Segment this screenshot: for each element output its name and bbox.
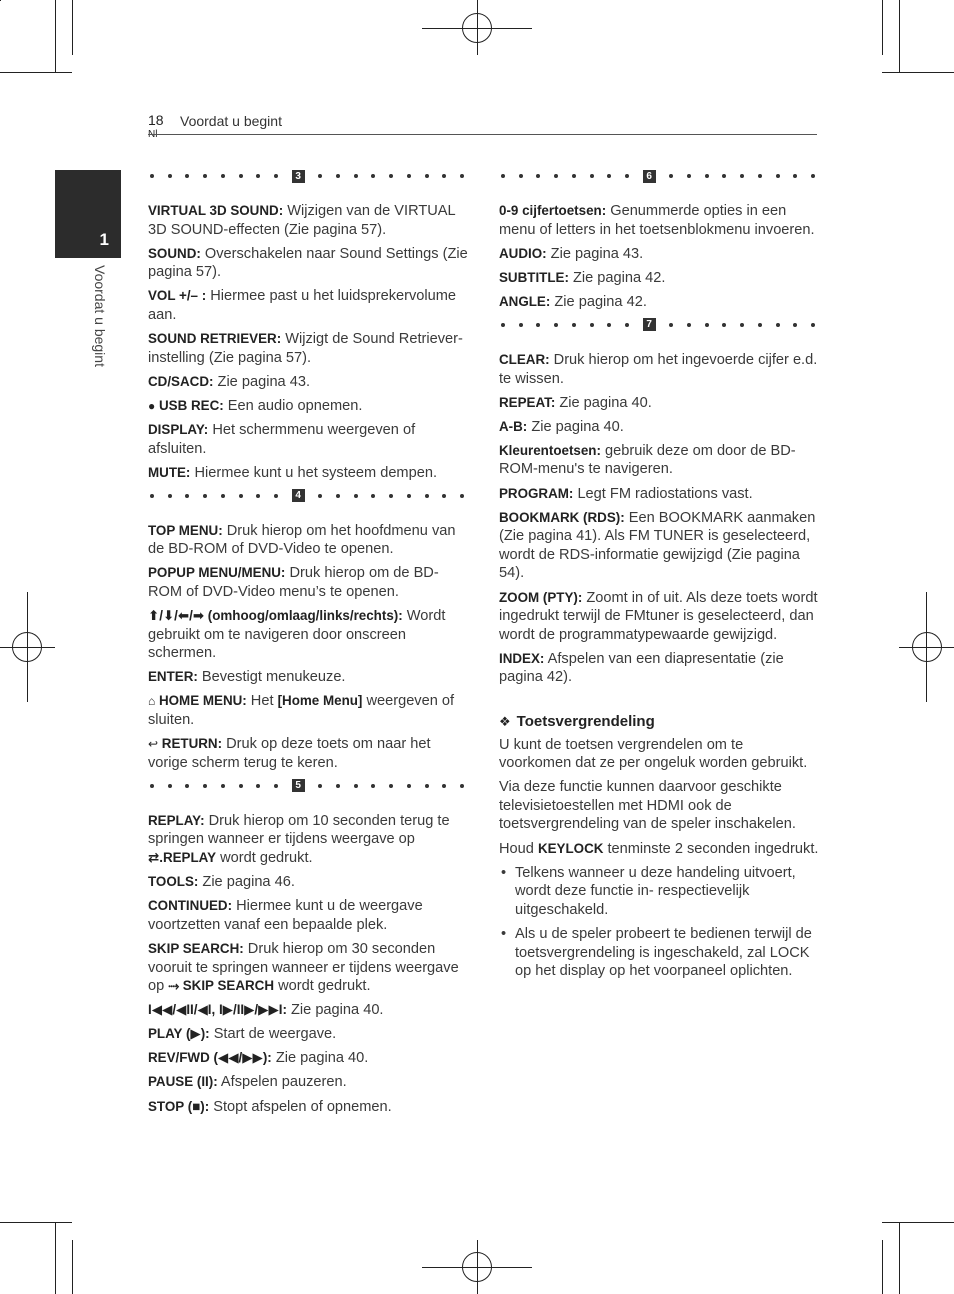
divider-dot	[221, 494, 225, 498]
definition-entry	[148, 373, 468, 392]
entry-description: Zie pagina 40.	[555, 394, 652, 411]
divider-dot	[336, 174, 340, 178]
definition-entry	[148, 812, 468, 868]
entry-description: Hiermee kunt u het systeem dempen.	[190, 464, 437, 481]
entry-term: VIRTUAL 3D SOUND:	[148, 203, 284, 218]
divider-dot	[519, 323, 523, 327]
entry-description: Overschakelen naar Sound Settings (Zie pagina 57).	[148, 245, 468, 281]
chapter-title: Voordat u begint	[180, 113, 282, 129]
divider-dot	[256, 784, 260, 788]
entry-description: Zie pagina 40.	[286, 1002, 384, 1019]
divider-number: 7	[643, 318, 656, 331]
entry-description: Genummerde opties in een menu of letters in het toetsenblokmenu invoeren.	[499, 203, 815, 238]
bullet-dot-icon: •	[501, 864, 507, 881]
divider-dot	[389, 494, 393, 498]
definition-entry	[148, 607, 468, 663]
entry-description: Start de weergave.	[209, 1026, 337, 1043]
divider-dot	[460, 174, 464, 178]
divider-number: 3	[292, 170, 305, 183]
definition-entry	[499, 650, 819, 687]
definition-entry	[148, 897, 468, 934]
definition-entry	[148, 873, 468, 892]
right-column	[499, 168, 819, 986]
entry-description: Een audio opnemen.	[223, 397, 363, 414]
divider-dot	[371, 174, 375, 178]
section-heading-text: Toetsvergrendeling	[516, 712, 655, 730]
paragraph-text: U kunt de toetsen vergrendelen om te voorkomen dat ze per ongeluk worden gebruikt.	[499, 736, 808, 772]
entry-term: SOUND:	[148, 245, 201, 261]
section-divider	[150, 168, 464, 184]
divider-dot	[256, 494, 260, 498]
entry-term: POPUP MENU/MENU:	[148, 565, 286, 581]
entry-description: Druk hierop om de BD-ROM of DVD-Video menu’s te openen.	[148, 565, 439, 600]
left-column	[148, 168, 468, 1122]
divider-dot	[722, 174, 726, 178]
entry-description: Legt FM radiostations vast.	[573, 485, 753, 502]
divider-dot	[776, 174, 780, 178]
divider-number: 4	[292, 489, 305, 502]
entry-description: Hiermee kunt u de weergave voortzetten vanaf een bepaalde plek.	[148, 898, 423, 933]
definition-entry	[499, 202, 819, 239]
entry-term: PROGRAM:	[499, 485, 574, 501]
entry-term: CD/SACD:	[148, 373, 214, 389]
divider-dot	[625, 323, 629, 327]
entry-term: AUDIO:	[499, 245, 547, 261]
entry-description-bold: [Home Menu]	[277, 693, 363, 709]
entry-term: MUTE:	[148, 464, 191, 480]
definition-entry	[148, 464, 468, 483]
chapter-tab-label: Voordat u begint	[92, 265, 108, 367]
entry-term: BOOKMARK (RDS):	[499, 509, 625, 525]
divider-dot	[407, 784, 411, 788]
divider-dot	[168, 784, 172, 788]
section-heading	[499, 713, 819, 732]
divider-dot	[607, 174, 611, 178]
divider-dot	[705, 174, 709, 178]
divider-dot	[203, 784, 207, 788]
definition-entry	[148, 1049, 468, 1068]
divider-dot	[554, 323, 558, 327]
divider-dot	[318, 174, 322, 178]
entry-term: DISPLAY:	[148, 421, 209, 437]
button-symbol-icon: ●	[148, 398, 156, 413]
entry-description: Hiermee past u het luidsprekervolume aan.	[148, 288, 457, 323]
entry-description: Zie pagina 40.	[527, 418, 624, 435]
divider-dot	[758, 323, 762, 327]
divider-dot	[185, 784, 189, 788]
entry-description: gebruik deze om door de BD-ROM-menu's te navigeren.	[499, 442, 796, 478]
divider-dot	[318, 784, 322, 788]
entry-description: Druk op deze toets om naar het vorige scherm terug te keren.	[148, 736, 431, 771]
entry-term: 0-9 cijfertoetsen:	[499, 203, 607, 218]
entry-description: Het	[246, 693, 278, 710]
entry-term: SKIP SEARCH:	[148, 940, 244, 956]
entry-term: A-B:	[499, 418, 528, 434]
divider-dot	[239, 174, 243, 178]
divider-dot	[705, 323, 709, 327]
definition-entry	[148, 421, 468, 458]
header-rule	[148, 134, 817, 135]
entry-term: PAUSE (II):	[148, 1074, 218, 1090]
divider-dot	[371, 784, 375, 788]
entry-description: Afspelen van een diapresentatie (zie pagina 42).	[499, 650, 784, 686]
definition-entry	[148, 735, 468, 772]
chapter-number: 1	[99, 230, 109, 249]
divider-dot	[425, 784, 429, 788]
entry-description: Druk hierop om 30 seconden vooruit te springen wanneer er tijdens weergave op	[148, 940, 459, 995]
entry-description: Zie pagina 43.	[546, 245, 644, 262]
entry-term: ZOOM (PTY):	[499, 589, 583, 605]
divider-dot	[442, 174, 446, 178]
divider-dot	[669, 323, 673, 327]
divider-dot	[407, 494, 411, 498]
divider-dot	[150, 174, 154, 178]
divider-dot	[150, 494, 154, 498]
entry-description: Het schermmenu weergeven of afsluiten.	[148, 421, 416, 457]
divider-dot	[793, 174, 797, 178]
entry-term: SOUND RETRIEVER:	[148, 331, 282, 347]
definition-entry	[499, 418, 819, 437]
divider-dot	[274, 784, 278, 788]
divider-dot	[150, 784, 154, 788]
divider-dot	[687, 174, 691, 178]
entry-description: Stopt afspelen of opnemen.	[209, 1098, 392, 1115]
entry-description: Zie pagina 40.	[271, 1050, 369, 1067]
divider-dot	[336, 784, 340, 788]
divider-dot	[185, 494, 189, 498]
chapter-tab	[55, 170, 121, 258]
divider-dot	[740, 323, 744, 327]
entry-term: Kleurentoetsen:	[499, 442, 601, 458]
definition-entry	[499, 269, 819, 288]
divider-dot	[168, 494, 172, 498]
definition-entry	[148, 692, 468, 729]
paragraph	[499, 778, 819, 834]
entry-description: Zie pagina 42.	[568, 269, 666, 286]
entry-description: Wijzigen van de VIRTUAL 3D SOUND-effecten (Zie pagina 57).	[148, 203, 456, 238]
entry-description: Druk hierop om 10 seconden terug te springen wanneer er tijdens weergave op	[148, 812, 450, 848]
divider-dot	[625, 174, 629, 178]
paragraph-bold: KEYLOCK	[537, 840, 604, 856]
divider-dot	[590, 323, 594, 327]
entry-term: USB REC:	[155, 397, 224, 413]
divider-dot	[203, 494, 207, 498]
button-symbol-icon: ⌂	[148, 694, 156, 709]
entry-description: Zie pagina 43.	[213, 373, 311, 390]
divider-dot	[389, 784, 393, 788]
divider-dot	[572, 323, 576, 327]
divider-dot	[239, 784, 243, 788]
entry-term: TOOLS:	[148, 874, 199, 890]
divider-dot	[354, 174, 358, 178]
entry-term: REV/FWD (◀◀/▶▶):	[148, 1050, 272, 1066]
divider-dot	[722, 323, 726, 327]
definition-entry	[499, 293, 819, 312]
entry-description-bold: ⤑ SKIP SEARCH	[168, 978, 275, 994]
entry-term: ENTER:	[148, 669, 198, 685]
divider-dot	[239, 494, 243, 498]
entry-description: Wijzigt de Sound Retriever-instelling (Zie pagina 57).	[148, 331, 463, 366]
entry-description: Druk hierop om het hoofdmenu van de BD-ROM of DVD-Video te openen.	[148, 522, 456, 558]
entry-term: RETURN:	[158, 736, 223, 752]
entry-description: Zoomt in of uit. Als deze toets wordt ingedrukt terwijl de FMtuner is geselecteerd, dan wordt de programmatypewaarde gewijzigd.	[499, 589, 818, 643]
entry-term: STOP (■):	[148, 1098, 210, 1114]
definition-entry	[148, 668, 468, 687]
definition-entry	[499, 442, 819, 479]
divider-dot	[669, 174, 673, 178]
divider-dot	[203, 174, 207, 178]
page-number: 18	[148, 112, 164, 128]
divider-dot	[336, 494, 340, 498]
divider-dot	[407, 174, 411, 178]
divider-dot	[687, 323, 691, 327]
definition-entry	[148, 245, 468, 282]
divider-dot	[256, 174, 260, 178]
divider-dot	[607, 323, 611, 327]
paragraph-text: Houd	[499, 840, 538, 857]
divider-dot	[274, 174, 278, 178]
entry-description-bold: ⇄.REPLAY	[148, 850, 217, 866]
divider-number: 5	[292, 779, 305, 792]
divider-dot	[221, 784, 225, 788]
paragraph	[499, 840, 819, 859]
section-divider	[150, 488, 464, 504]
section-divider	[150, 778, 464, 794]
entry-term: CONTINUED:	[148, 898, 233, 914]
definition-entry	[499, 509, 819, 583]
divider-dot	[185, 174, 189, 178]
divider-dot	[740, 174, 744, 178]
divider-dot	[442, 784, 446, 788]
divider-dot	[425, 494, 429, 498]
entry-term: ⬆/⬇/⬅/➡ (omhoog/omlaag/links/rechts):	[148, 608, 403, 624]
diamond-icon: ❖	[499, 713, 511, 729]
divider-dot	[811, 323, 815, 327]
definition-entry	[499, 589, 819, 645]
bullet-text: Als u de speler probeert te bedienen terwijl de toetsvergrendeling is ingeschakeld, zal LOCK op het display op het voorpaneel oplichten.	[515, 925, 812, 980]
divider-dot	[221, 174, 225, 178]
definition-entry	[148, 330, 468, 367]
divider-dot	[274, 494, 278, 498]
entry-description-tail: weergeven of sluiten.	[148, 693, 455, 729]
definition-entry	[148, 940, 468, 996]
entry-term: PLAY (▶):	[148, 1026, 210, 1042]
divider-dot	[318, 494, 322, 498]
divider-dot	[371, 494, 375, 498]
divider-dot	[519, 174, 523, 178]
paragraph-tail: tenminste 2 seconden ingedrukt.	[603, 840, 819, 857]
divider-dot	[354, 784, 358, 788]
entry-term: ANGLE:	[499, 293, 551, 309]
entry-description-tail: wordt gedrukt.	[274, 978, 371, 995]
entry-term: REPLAY:	[148, 812, 205, 828]
paragraph	[499, 736, 819, 773]
entry-description: Druk hierop om het ingevoerde cijfer e.d. te wissen.	[499, 351, 818, 387]
divider-dot	[354, 494, 358, 498]
entry-description: Afspelen pauzeren.	[217, 1074, 347, 1091]
entry-term: I◀◀/◀II/◀I, I▶/II▶/▶▶I:	[148, 1002, 287, 1018]
entry-term: REPEAT:	[499, 394, 556, 410]
bullet-text: Telkens wanneer u deze handeling uitvoert, wordt deze functie in- respectievelijk uitgeschakeld.	[515, 864, 796, 918]
divider-dot	[554, 174, 558, 178]
entry-term: HOME MENU:	[155, 693, 247, 709]
entry-term: CLEAR:	[499, 351, 550, 367]
divider-dot	[501, 174, 505, 178]
divider-dot	[793, 323, 797, 327]
entry-term: INDEX:	[499, 650, 545, 666]
bullet-dot-icon: •	[501, 925, 507, 942]
divider-dot	[811, 174, 815, 178]
entry-description: Bevestigt menukeuze.	[197, 669, 346, 686]
definition-entry	[148, 522, 468, 559]
entry-term: SUBTITLE:	[499, 269, 569, 285]
entry-term: TOP MENU:	[148, 522, 223, 538]
definition-entry	[499, 394, 819, 413]
entry-description: Een BOOKMARK aanmaken (Zie pagina 41). Als FM TUNER is geselecteerd, wordt de RDS-informatie gewijzigd (Zie pagina 54).	[499, 509, 816, 582]
definition-entry	[148, 1073, 468, 1092]
divider-dot	[590, 174, 594, 178]
definition-entry	[148, 564, 468, 601]
divider-dot	[442, 494, 446, 498]
divider-dot	[536, 174, 540, 178]
definition-entry	[148, 1098, 468, 1117]
paragraph-text: Via deze functie kunnen daarvoor geschikte televisietoestellen met HDMI ook de toetsvergrendeling van de speler inschakelen.	[499, 779, 796, 833]
divider-dot	[501, 323, 505, 327]
definition-entry	[148, 1025, 468, 1044]
definition-entry	[148, 287, 468, 324]
bullet-item	[499, 925, 819, 981]
divider-dot	[425, 174, 429, 178]
entry-description: Zie pagina 46.	[198, 874, 295, 891]
button-symbol-icon: ↩	[148, 737, 159, 752]
entry-description: Wordt gebruikt om te navigeren door onscreen schermen.	[148, 608, 446, 662]
definition-entry	[148, 1001, 468, 1020]
divider-dot	[460, 494, 464, 498]
divider-dot	[460, 784, 464, 788]
definition-entry	[148, 202, 468, 239]
definition-entry	[499, 351, 819, 388]
section-divider	[501, 317, 815, 333]
divider-dot	[776, 323, 780, 327]
divider-dot	[758, 174, 762, 178]
definition-entry	[148, 397, 468, 416]
entry-description: Zie pagina 42.	[550, 293, 647, 310]
divider-number: 6	[643, 170, 656, 183]
divider-dot	[168, 174, 172, 178]
definition-entry	[499, 245, 819, 264]
divider-dot	[572, 174, 576, 178]
entry-term: VOL +/– :	[148, 288, 207, 304]
bullet-item	[499, 864, 819, 920]
section-divider	[501, 168, 815, 184]
entry-description-tail: wordt gedrukt.	[216, 850, 313, 867]
divider-dot	[389, 174, 393, 178]
definition-entry	[499, 485, 819, 504]
divider-dot	[536, 323, 540, 327]
